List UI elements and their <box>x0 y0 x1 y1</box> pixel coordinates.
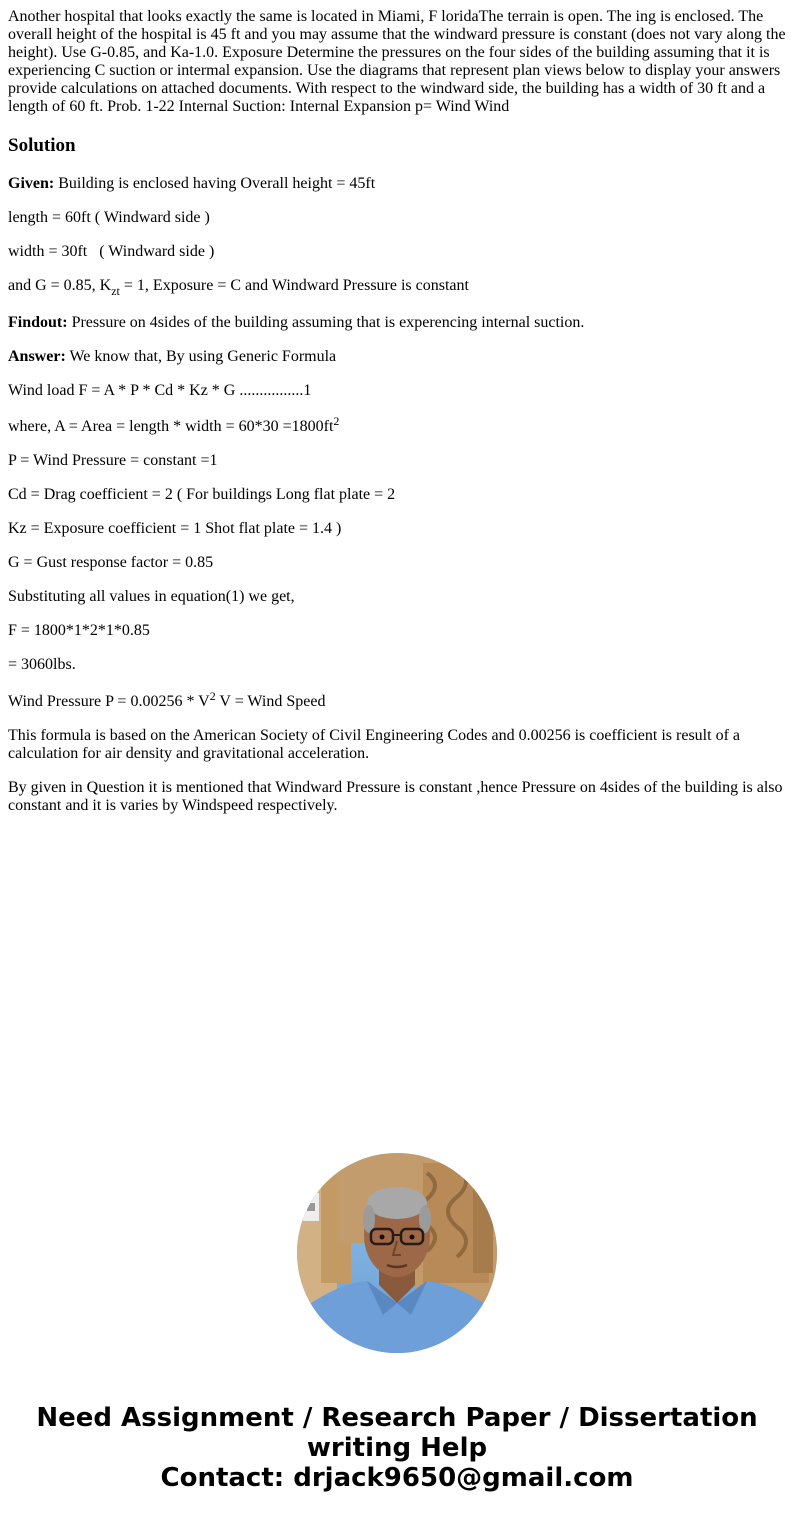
kzt-line <box>8 277 786 298</box>
result-line: = 3060lbs. <box>8 656 76 673</box>
area-superscript: 2 <box>333 414 340 428</box>
substituting-line: Substituting all values in equation(1) we get, <box>8 588 295 605</box>
formula-line: Wind load F = A * P * Cd * Kz * G ................1 <box>8 382 312 399</box>
width-line: width = 30ft ( Windward side ) <box>8 243 215 260</box>
answer-line <box>8 348 786 366</box>
wind-speed-text: V = Wind Speed <box>215 693 326 710</box>
given-label: Given: <box>8 175 55 192</box>
footer-advertisement <box>0 1403 794 1493</box>
length-line: length = 60ft ( Windward side ) <box>8 209 210 226</box>
kzt-after: = 1, Exposure = C and Windward Pressure is constant <box>119 277 469 294</box>
wind-pressure-superscript: 2 <box>209 689 216 703</box>
f-calculation-line: F = 1800*1*2*1*0.85 <box>8 622 150 639</box>
kzt-subscript: zt <box>111 284 120 298</box>
wind-pressure-line <box>8 689 786 711</box>
answer-text: We know that, By using Generic Formula <box>65 348 337 365</box>
area-text: where, A = Area = length * width = 60*30 =1800ft <box>8 418 334 435</box>
given-text: Building is enclosed having Overall height = 45ft <box>54 175 376 192</box>
footer-contact-line: Contact: drjack9650@gmail.com <box>160 1463 634 1493</box>
solution-heading: Solution <box>8 135 76 156</box>
wind-pressure-text: Wind Pressure P = 0.00256 * V <box>8 693 210 710</box>
findout-line <box>8 314 786 332</box>
author-avatar <box>297 1153 497 1353</box>
findout-text: Pressure on 4sides of the building assuming that is experencing internal suction. <box>67 314 585 331</box>
answer-label: Answer: <box>8 348 66 365</box>
given-line <box>8 175 786 193</box>
gust-factor-line: G = Gust response factor = 0.85 <box>8 554 214 571</box>
asce-paragraph: This formula is based on the American Society of Civil Engineering Codes and 0.00256 is coefficient is result of a calculation for air density and gravitational acceleration. <box>8 727 740 762</box>
area-line <box>8 414 786 436</box>
footer-line-2: writing Help <box>306 1433 488 1463</box>
kzt-before: and G = 0.85, K <box>8 277 112 294</box>
exposure-coefficient-line: Kz = Exposure coefficient = 1 Shot flat plate = 1.4 ) <box>8 520 342 537</box>
drag-coefficient-line: Cd = Drag coefficient = 2 ( For buildings Long flat plate = 2 <box>8 486 396 503</box>
conclusion-paragraph: By given in Question it is mentioned that Windward Pressure is constant ,hence Pressure on 4sides of the building is also constant and it is varies by Windspeed respectively. <box>8 779 783 814</box>
document-body <box>8 8 786 831</box>
question-text: Another hospital that looks exactly the same is located in Miami, F loridaThe terrain is open. The ing is enclosed. The overall height of the hospital is 45 ft and you may assume that the windward pressure is constant (does not vary along the height). Use G-0.85, and Ka-1.0. Exposure Determine the pressures on the four sides of the building assuming that it is experiencing C suction or intermal expansion. Use the diagrams that represent plan views below to display your answers provide calculations on attached documents. With respect to the windward side, the building has a width of 30 ft and a length of 60 ft. Prob. 1-22 Internal Suction: Internal Expansion p= Wind Wind <box>8 8 786 115</box>
footer-line-1: Need Assignment / Research Paper / Dissertation <box>36 1403 758 1433</box>
avatar-portrait-image <box>297 1153 497 1353</box>
pressure-line: P = Wind Pressure = constant =1 <box>8 452 218 469</box>
findout-label: Findout: <box>8 314 68 331</box>
